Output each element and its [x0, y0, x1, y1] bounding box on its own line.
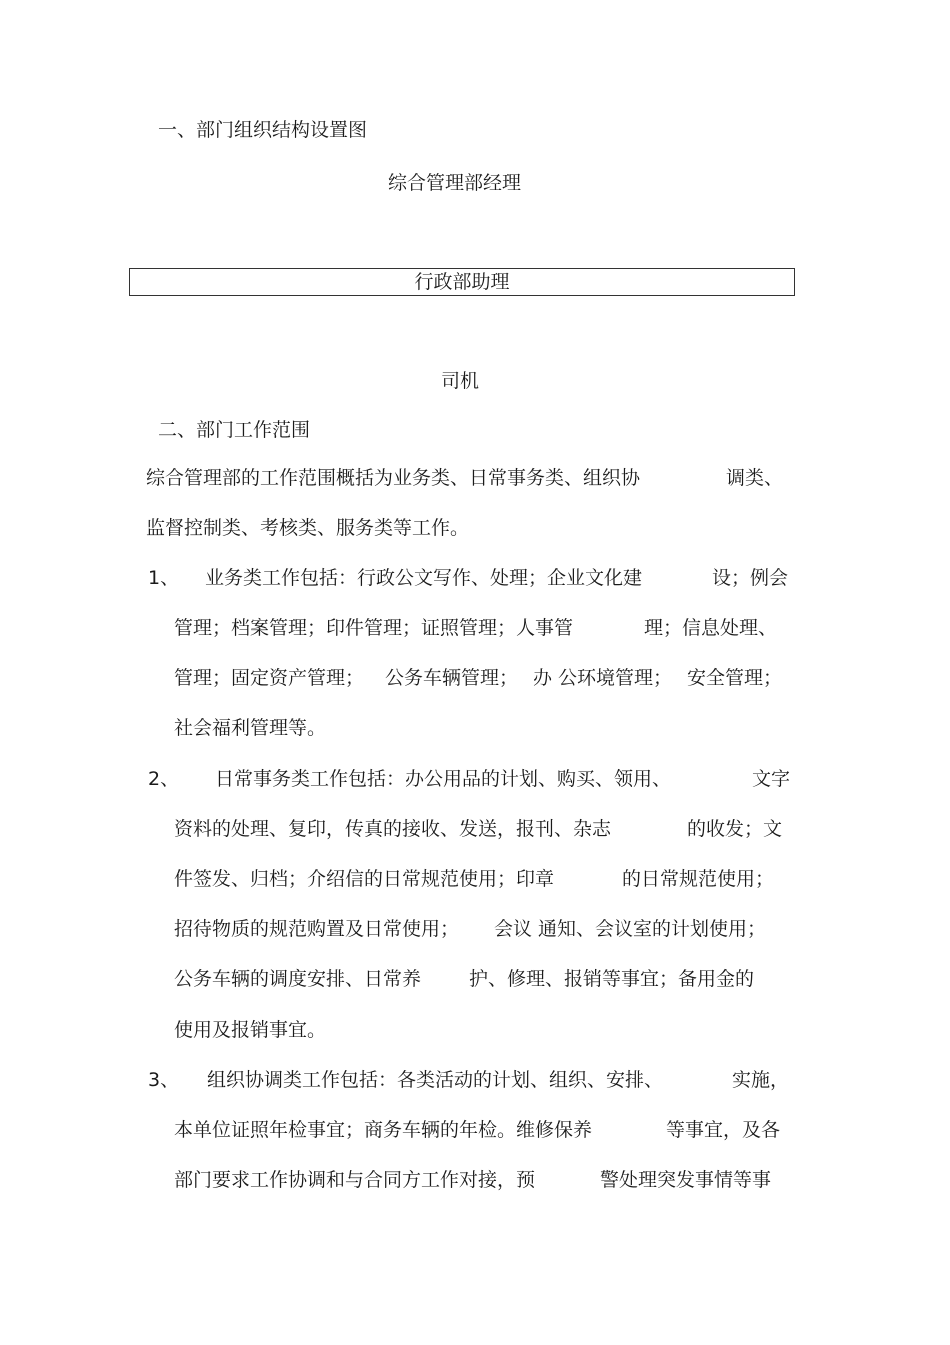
list-item-text: 管理；固定资产管理；	[174, 667, 365, 689]
org-assistant-label: 行政部助理	[414, 271, 510, 293]
list-item-text: 会议 通知、会议室的计划使用；	[494, 918, 767, 940]
intro-line-1a: 综合管理部的工作范围概括为业务类、日常事务类、组织协	[146, 467, 641, 489]
org-assistant-box	[129, 268, 795, 296]
list-item-text: 安全管理；	[687, 667, 783, 689]
list-item-text: 文字	[752, 768, 791, 790]
list-item-text: 组织协调类工作包括：各类活动的计划、组织、安排、	[207, 1069, 664, 1091]
list-item-text: 件签发、归档；介绍信的日常规范使用；印章	[174, 868, 555, 890]
list-item-text: 社会福利管理等。	[174, 717, 327, 739]
org-driver-label: 司机	[441, 370, 480, 392]
section-1-heading: 一、部门组织结构设置图	[158, 119, 368, 141]
list-item-text: 设；例会	[712, 567, 789, 589]
list-item-text: 管理；档案管理；印件管理；证照管理；人事管	[174, 617, 574, 639]
list-item-text: 招待物质的规范购置及日常使用；	[174, 918, 460, 940]
list-item-number: 2、	[148, 768, 180, 790]
list-item-number: 1、	[148, 567, 180, 589]
list-item-text: 本单位证照年检事宜；商务车辆的年检。维修保养	[174, 1119, 593, 1141]
list-item-text: 实施，	[732, 1069, 790, 1091]
list-item-text: 护、修理、报销等事宜；备用金的	[469, 968, 755, 990]
list-item-text: 资料的处理、复印，传真的接收、发送，报刊、杂志	[174, 818, 612, 840]
list-item-text: 公务车辆的调度安排、日常养	[174, 968, 422, 990]
list-item-text: 日常事务类工作包括：办公用品的计划、购买、领用、	[215, 768, 672, 790]
list-item-text: 部门要求工作协调和与合同方工作对接，预	[174, 1169, 536, 1191]
section-2-heading: 二、部门工作范围	[158, 419, 311, 441]
list-item-text: 理；信息处理、	[644, 617, 778, 639]
list-item-text: 的收发；文	[687, 818, 783, 840]
intro-line-2: 监督控制类、考核类、服务类等工作。	[146, 517, 470, 539]
list-item-number: 3、	[148, 1069, 180, 1091]
list-item-text: 的日常规范使用；	[622, 868, 775, 890]
list-item-text: 公务车辆管理；	[385, 667, 519, 689]
list-item-text: 业务类工作包括：行政公文写作、处理；企业文化建	[205, 567, 643, 589]
org-manager-label: 综合管理部经理	[388, 172, 522, 194]
list-item-text: 警处理突发事情等事	[600, 1169, 772, 1191]
list-item-text: 办 公环境管理；	[533, 667, 673, 689]
list-item-text: 使用及报销事宜。	[174, 1019, 327, 1041]
list-item-text: 等事宜，及各	[666, 1119, 781, 1141]
intro-line-1b: 调类、	[726, 467, 784, 489]
